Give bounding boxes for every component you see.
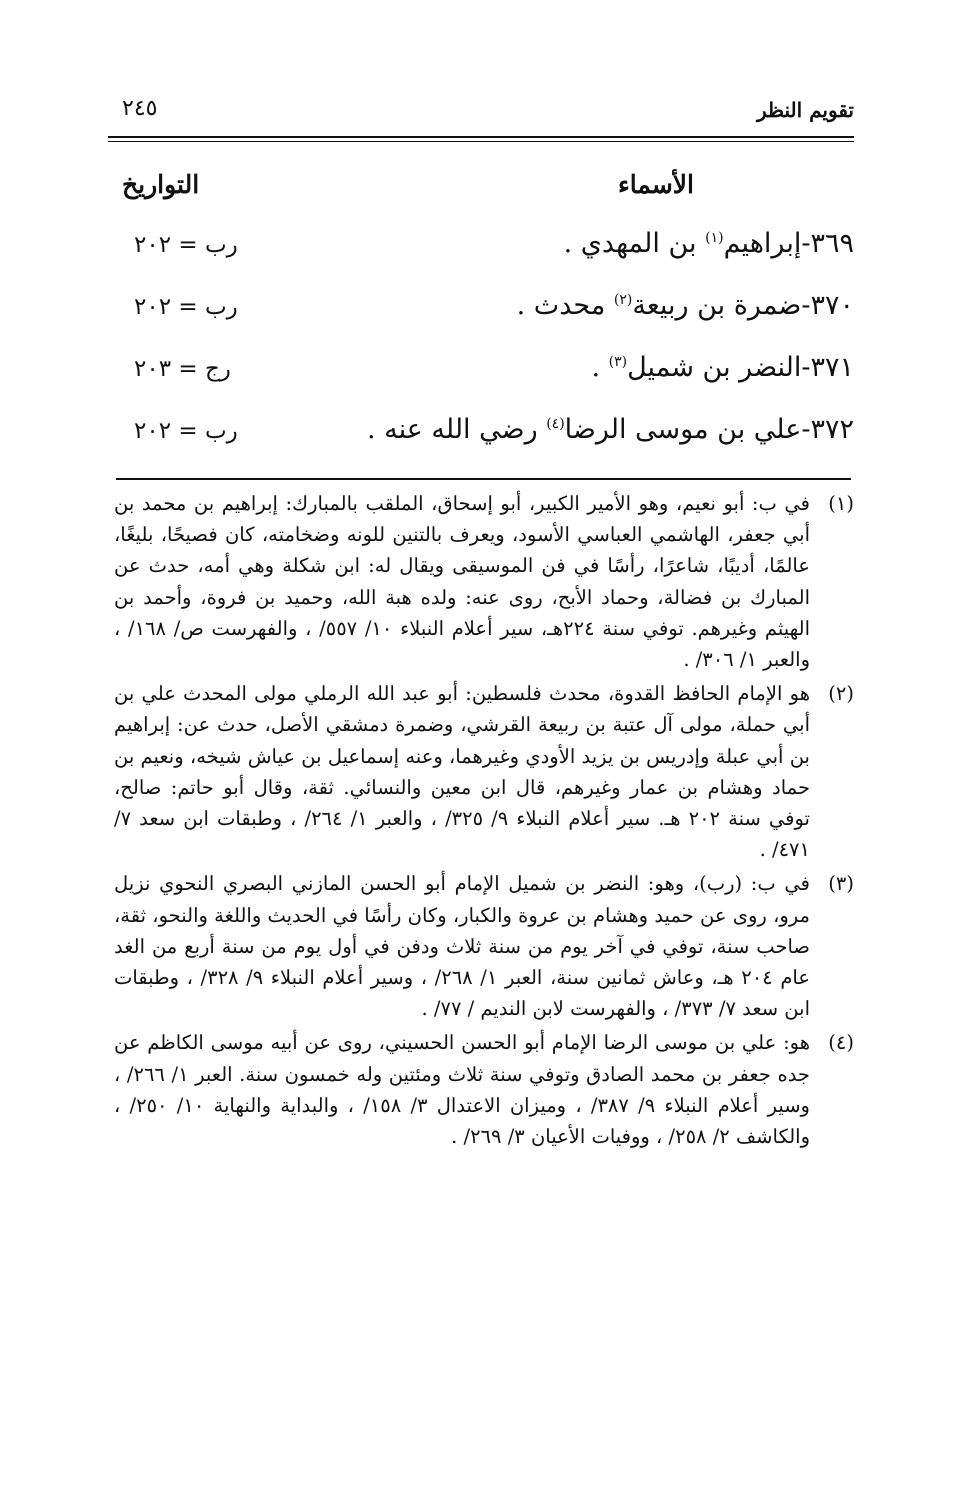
entry-name: ضمرة بن ربيعة	[632, 290, 802, 321]
footnote-text: في ب: أبو نعيم، وهو الأمير الكبير، أبو إسحاق، الملقب بالمبارك: إبراهيم بن محمد بن أبي جعفر، الهاشمي العباسي الأسود، ويعرف بالتنين للونه وضخامته، كان فصيحًا، بليغًا، عالمًا، أديبًا، شاعرًا، رأسًا في فن الموسيقى ويقال له: ابن شكلة وهي أمه، حدث عن المبارك بن فضالة، وحماد الأبح، روى عنه: ولده هبة الله، وحميد بن فروة، وأحمد بن الهيثم وغيرهم. توفي سنة ٢٢٤هـ، سير أعلام النبلاء ١٠/ ٥٥٧/ ، والفهرست ص/ ١٦٨/ ، والعبر ١/ ٣٠٦/ .	[114, 492, 810, 672]
names-column-heading: الأسماء	[618, 170, 694, 199]
footnote-number: (٢)	[828, 682, 854, 706]
entry-row	[114, 352, 854, 396]
footnote-number: (١)	[828, 492, 854, 515]
footnote	[114, 488, 854, 675]
dates-column-heading: التواريخ	[122, 170, 200, 199]
entry-date: رب = ٢٠٢	[134, 232, 238, 258]
footnotes	[114, 488, 854, 1155]
entry-text: ٣٧١-النضر بن شميل$^{(٣)}$ .	[591, 352, 854, 383]
footnote-text: هو: علي بن موسى الرضا الإمام أبو الحسن الحسيني، روى عن أبيه موسى الكاظم عن جده جعفر بن محمد الصادق وتوفي سنة ثلاث ومئتين وله خمسون سنة. العبر ١/ ٢٦٦/ ، وسير أعلام النبلاء ٩/ ٣٨٧/ ، وميزان الاعتدال ٣/ ١٥٨/ ، والبداية والنهاية ١٠/ ٢٥٠/ ، والكاشف ٢/ ٢٥٨/ ، ووفيات الأعيان ٣/ ٢٦٩/ .	[114, 1031, 810, 1149]
footnote-number: (٤)	[828, 1031, 854, 1055]
entry-number: ٣٧١	[810, 352, 854, 383]
entry-text: ٣٧٠-ضمرة بن ربيعة$^{(٢)}$ محدث .	[516, 290, 854, 321]
entry-row	[114, 290, 854, 334]
entry-number: ٣٧٢	[810, 414, 854, 445]
entry-number: ٣٧٠	[810, 290, 854, 321]
footnote-ref: (٤)	[546, 416, 565, 432]
entry-rest: بن المهدي .	[563, 228, 706, 259]
entry-date: رج = ٢٠٣	[134, 356, 231, 382]
footnote-rule	[116, 478, 851, 480]
entry-name: النضر بن شميل	[627, 352, 802, 383]
footnote-text: في ب: (رب)، وهو: النضر بن شميل الإمام أبو الحسن المازني البصري النحوي نزيل مرو، روى عن حميد وهشام بن عروة والكبار، وكان رأسًا في الحديث واللغة والنحو، ثقة، صاحب سنة، توفي في آخر يوم من سنة ثلاث ودفن في أول يوم من سنة أربع من الغد عام ٢٠٤ هـ، وعاش ثمانين سنة، العبر ١/ ٢٦٨/ ، وسير أعلام النبلاء ٩/ ٣٢٨/ ، وطبقات ابن سعد ٧/ ٣٧٣/ ، والفهرست لابن النديم / ٧٧/ .	[114, 872, 810, 1021]
footnote	[114, 868, 854, 1024]
footnote-ref: (٢)	[613, 292, 633, 308]
header-rule	[108, 136, 854, 138]
footnote	[114, 1027, 854, 1152]
footnote	[114, 678, 854, 865]
entry-date: رب = ٢٠٢	[134, 294, 238, 320]
footnote-ref: (١)	[705, 230, 724, 246]
page-number: ٢٤٥	[122, 96, 158, 121]
entry-rest: .	[591, 352, 609, 383]
footnote-ref: (٣)	[608, 354, 628, 370]
entry-text: ٣٦٩-إبراهيم$^{(١)}$ بن المهدي .	[563, 228, 854, 259]
entry-number: ٣٦٩	[810, 228, 854, 259]
entry-row	[114, 414, 854, 458]
footnote-number: (٣)	[828, 872, 854, 896]
entry-name: إبراهيم	[723, 228, 802, 259]
entry-date: رب = ٢٠٢	[134, 418, 238, 444]
entry-rest: محدث .	[516, 290, 614, 321]
entry-row	[114, 228, 854, 272]
entry-name: علي بن موسى الرضا	[564, 414, 802, 445]
entry-text: ٣٧٢-علي بن موسى الرضا$^{(٤)}$ رضي الله عنه .	[366, 414, 854, 445]
footnote-text: هو الإمام الحافظ القدوة، محدث فلسطين: أبو عبد الله الرملي مولى المحدث علي بن أبي حملة، مولى آل عتبة بن ربيعة القرشي، وضمرة دمشقي الأصل، حدث عن: إبراهيم بن أبي عبلة وإدريس بن يزيد الأودي وغيرهما، وعنه إسماعيل بن عياش شيخه، ونعيم بن حماد وهشام بن عمار وغيرهم، قال ابن معين والنسائي. ثقة، وقال أبو حاتم: صالح، توفي سنة ٢٠٢ هـ. سير أعلام النبلاء ٩/ ٣٢٥/ ، والعبر ١/ ٢٦٤/ ، وطبقات ابن سعد ٧/ ٤٧١/ .	[114, 682, 810, 862]
running-title: تقويم النظر	[757, 98, 854, 122]
entry-rest: رضي الله عنه .	[366, 414, 547, 445]
